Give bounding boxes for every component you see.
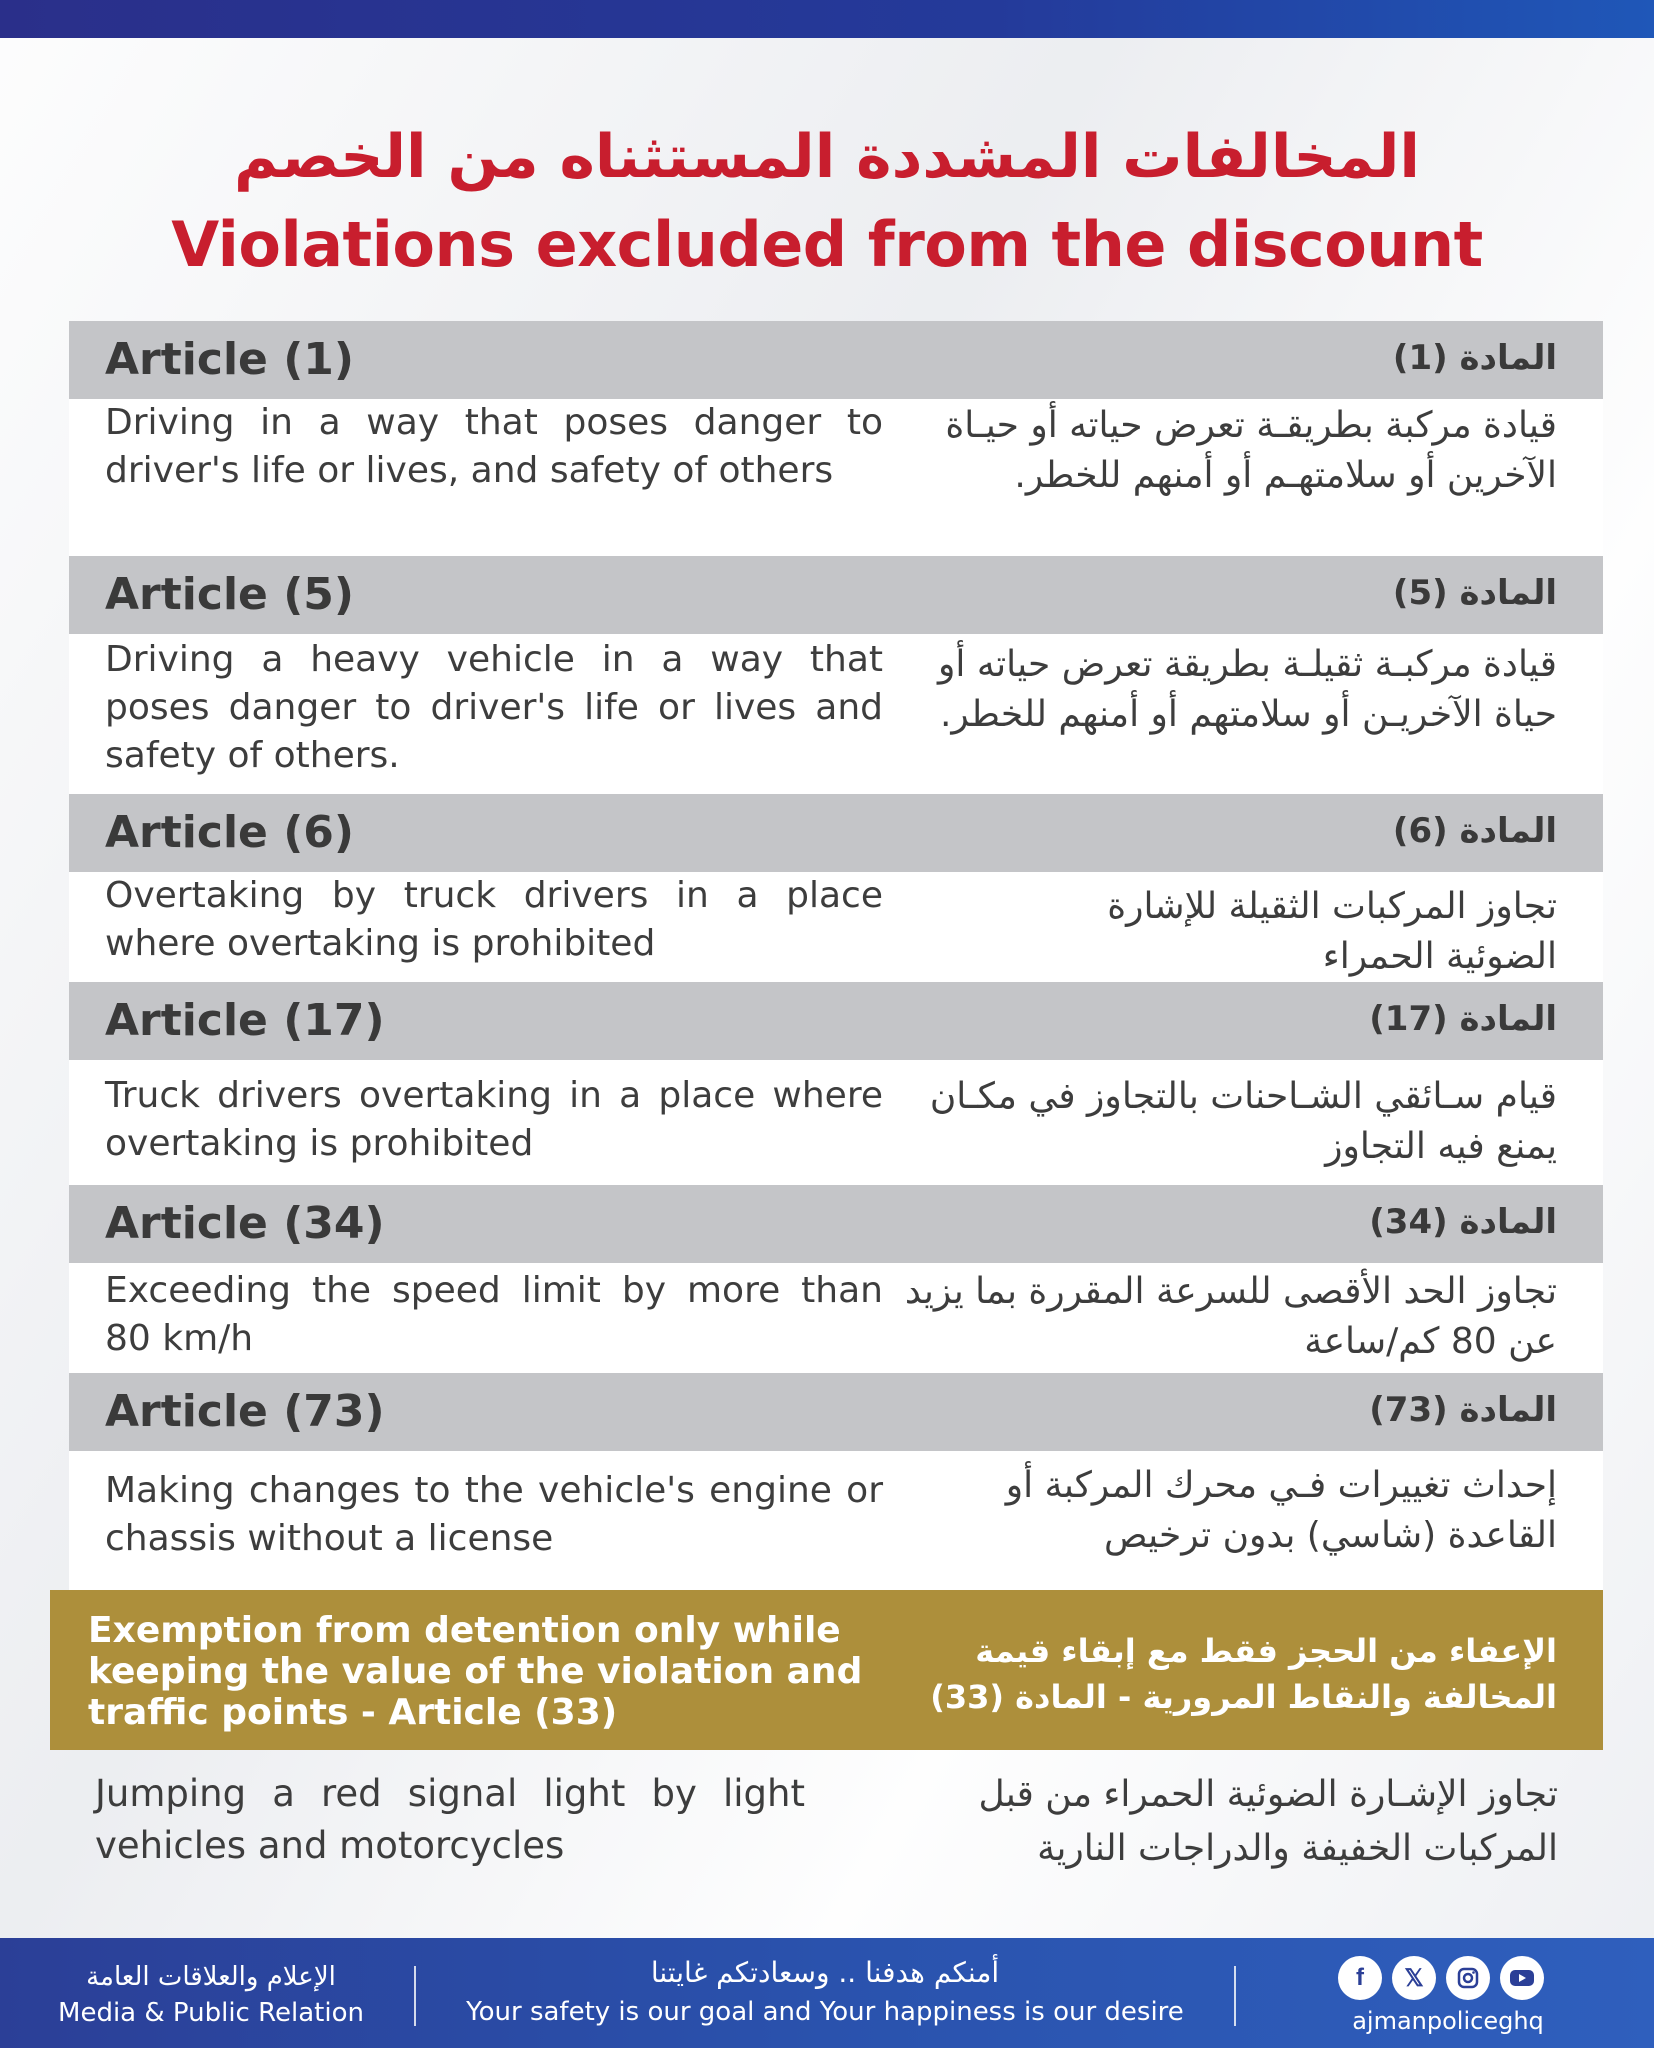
article-text-ar: قيام سـائقي الشـاحنات بالتجاوز في مكـان يمنع فيه التجاوز — [929, 1076, 1557, 1167]
youtube-icon[interactable] — [1500, 1956, 1544, 2000]
page-title-english: Violations excluded from the discount — [171, 208, 1483, 281]
article-row — [69, 399, 1603, 556]
exemption-text-en: Exemption from detention only while keeping the value of the violation and traffic points - Article (33) — [88, 1610, 863, 1733]
article-number-ar: المادة (1) — [1392, 338, 1557, 378]
article-text-en: Truck drivers overtaking in a place where overtaking is prohibited — [105, 1075, 883, 1164]
x-icon[interactable]: 𝕏 — [1392, 1956, 1436, 2000]
article-number-en: Article (1) — [105, 334, 355, 385]
article-text-ar: إحداث تغييرات فـي محرك المركبة أو القاعدة (شاسي) بدون ترخيص — [1005, 1465, 1557, 1556]
article-number-en: Article (6) — [105, 807, 355, 858]
article-number-en: Article (34) — [105, 1198, 385, 1249]
instagram-icon[interactable] — [1446, 1956, 1490, 2000]
social-links — [1338, 1956, 1544, 2002]
article-row — [69, 1060, 1603, 1185]
exempt-violation-text-en: Jumping a red signal light by light vehicles and motorcycles — [95, 1772, 805, 1867]
article-header — [69, 982, 1603, 1060]
top-accent-bar — [0, 0, 1654, 38]
footer-divider — [414, 1966, 416, 2026]
slogan-en: Your safety is our goal and Your happiness is our desire — [466, 1997, 1184, 2027]
department-name-en: Media & Public Relation — [58, 1998, 364, 2028]
exemption-text-ar: الإعفاء من الحجز فقط مع إبقاء قيمة المخالفة والنقاط المرورية - المادة (33) — [930, 1632, 1557, 1716]
article-row — [69, 1263, 1603, 1373]
page-title-arabic: المخالفات المشددة المستثناه من الخصم — [234, 122, 1420, 192]
article-header — [69, 321, 1603, 399]
article-text-en: Exceeding the speed limit by more than 80 km/h — [105, 1270, 883, 1359]
footer — [0, 1938, 1654, 2048]
article-header — [69, 1185, 1603, 1263]
article-row — [69, 872, 1603, 982]
article-number-en: Article (17) — [105, 995, 385, 1046]
footer-divider — [1234, 1966, 1236, 2026]
department-name-ar: الإعلام والعلاقات العامة — [86, 1962, 336, 1992]
article-number-ar: المادة (73) — [1369, 1390, 1557, 1430]
article-header — [69, 1373, 1603, 1451]
article-number-ar: المادة (17) — [1369, 999, 1557, 1039]
article-text-en: Overtaking by truck drivers in a place where overtaking is prohibited — [105, 875, 883, 964]
article-number-ar: المادة (34) — [1369, 1202, 1557, 1242]
exempt-violation-text-ar: تجاوز الإشـارة الضوئية الحمراء من قبل المركبات الخفيفة والدراجات النارية — [978, 1774, 1558, 1869]
article-row — [69, 634, 1603, 794]
article-text-ar: تجاوز الحد الأقصى للسرعة المقررة بما يزيد عن 80 كم/ساعة — [904, 1271, 1557, 1362]
article-row — [69, 1451, 1603, 1590]
article-number-ar: المادة (6) — [1392, 811, 1557, 851]
article-number-en: Article (5) — [105, 569, 355, 620]
article-text-en: Making changes to the vehicle's engine or chassis without a license — [105, 1470, 883, 1559]
article-header — [69, 556, 1603, 634]
article-text-en: Driving a heavy vehicle in a way that poses danger to driver's life or lives and safety of others. — [105, 639, 883, 776]
facebook-icon[interactable]: f — [1338, 1956, 1382, 2000]
article-text-ar: قيادة مركبة بطريقـة تعرض حياته أو حيـاة الآخرين أو سلامتهـم أو أمنهم للخطر. — [945, 405, 1557, 496]
article-text-ar: قيادة مركبـة ثقيلـة بطريقة تعرض حياته أو حياة الآخريـن أو سلامتهم أو أمنهم للخطر. — [938, 644, 1557, 735]
article-text-en: Driving in a way that poses danger to driver's life or lives, and safety of others — [105, 402, 883, 491]
article-number-ar: المادة (5) — [1392, 573, 1557, 613]
social-handle[interactable]: ajmanpoliceghq — [1352, 2007, 1544, 2035]
slogan-ar: أمنكم هدفنا .. وسعادتكم غايتنا — [650, 1956, 1000, 1989]
article-header — [69, 794, 1603, 872]
exemption-banner — [50, 1590, 1603, 1750]
article-number-en: Article (73) — [105, 1386, 385, 1437]
article-text-ar: تجاوز المركبات الثقيلة للإشارة الضوئية الحمراء — [1107, 886, 1557, 977]
